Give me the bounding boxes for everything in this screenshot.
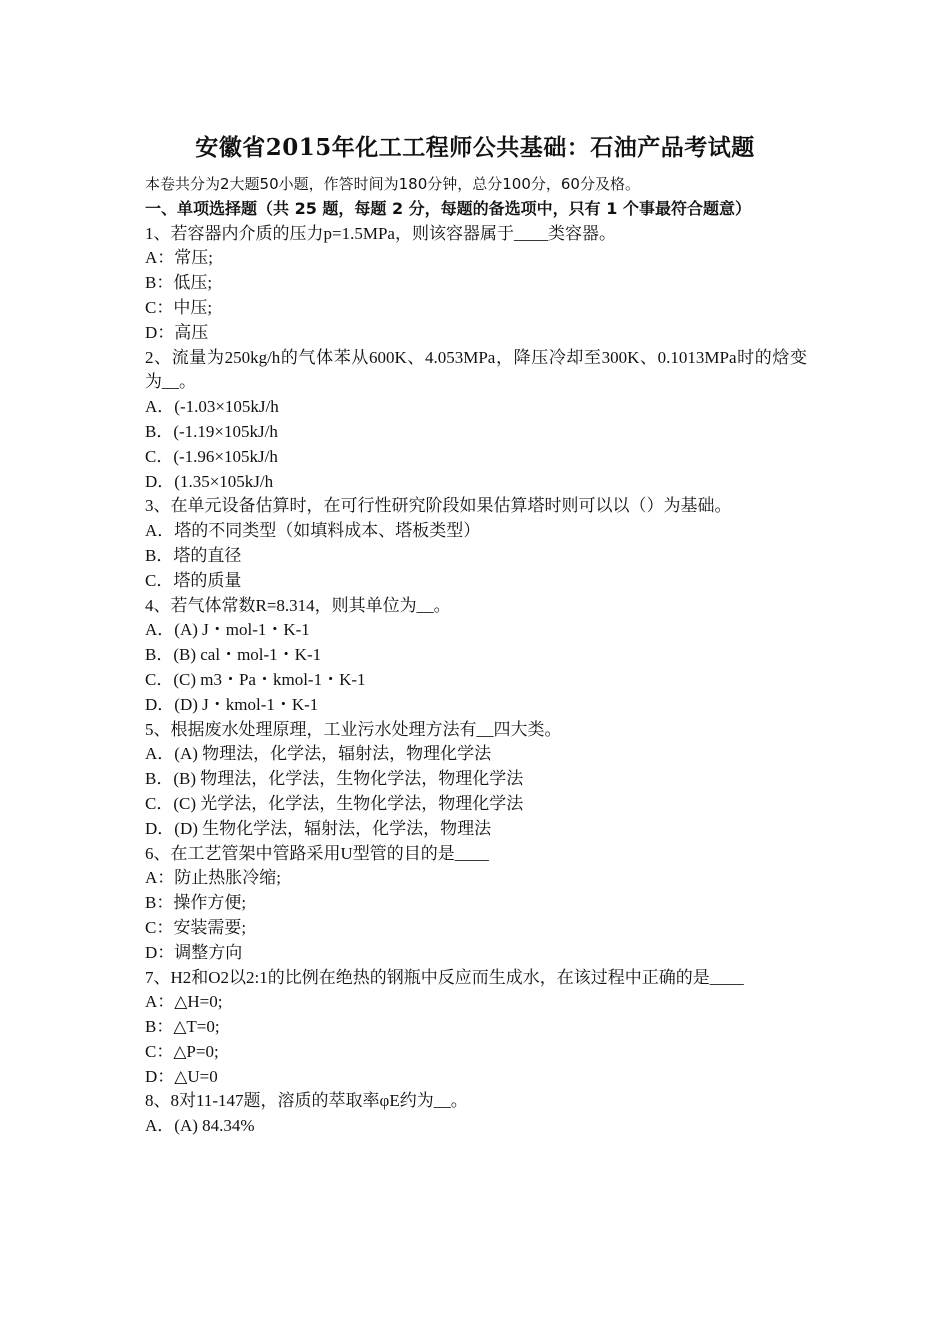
- question-block: [145, 718, 807, 842]
- question-text: 5、根据废水处理原理，工业污水处理方法有__四大类。: [145, 719, 562, 739]
- answer-option: D：调整方向: [145, 942, 243, 962]
- answer-option: B．(-1.19×105kJ/h: [145, 421, 278, 441]
- answer-option: A．塔的不同类型（如填料成本、塔板类型）: [145, 521, 481, 541]
- answer-option: D．(D) J・kmol-1・K-1: [145, 694, 319, 714]
- question-text: 2、流量为250kg/h的气体苯从600K、4.053MPa，降压冷却至300K、0.1013MPa时的焓变为__。: [145, 347, 807, 392]
- answer-option: B：操作方便;: [145, 893, 247, 913]
- answer-option: C：安装需要;: [145, 917, 247, 937]
- answer-option: D．(1.35×105kJ/h: [145, 471, 274, 491]
- question-text: 1、若容器内介质的压力p=1.5MPa，则该容器属于____类容器。: [145, 223, 616, 243]
- answer-option: B．塔的直径: [145, 545, 242, 565]
- answer-option: A．(A) 物理法，化学法，辐射法，物理化学法: [145, 744, 492, 764]
- answer-option: D：△U=0: [145, 1066, 218, 1086]
- question-text: 4、若气体常数R=8.314，则其单位为__。: [145, 595, 451, 615]
- question-block: [145, 966, 807, 1090]
- answer-option: B．(B) cal・mol-1・K-1: [145, 645, 322, 665]
- answer-option: C：△P=0;: [145, 1041, 219, 1061]
- answer-option: C：中压;: [145, 297, 213, 317]
- answer-option: C．(-1.96×105kJ/h: [145, 446, 278, 466]
- answer-option: D：高压: [145, 322, 209, 342]
- question-block: [145, 346, 807, 495]
- question-text: 3、在单元设备估算时，在可行性研究阶段如果估算塔时则可以以（）为基础。: [145, 496, 732, 516]
- answer-option: C．(C) 光学法，化学法，生物化学法，物理化学法: [145, 793, 524, 813]
- answer-option: B．(B) 物理法，化学法，生物化学法，物理化学法: [145, 769, 524, 789]
- answer-option: B：△T=0;: [145, 1017, 220, 1037]
- question-block: [145, 594, 807, 718]
- question-text: 6、在工艺管架中管路采用U型管的目的是____: [145, 843, 489, 863]
- question-block: [145, 494, 807, 593]
- answer-option: A：△H=0;: [145, 992, 223, 1012]
- document-title: 安徽省2015年化工工程师公共基础：石油产品考试题: [195, 134, 755, 162]
- answer-option: A：常压;: [145, 248, 213, 268]
- answer-option: A．(A) 84.34%: [145, 1116, 255, 1136]
- answer-option: B：低压;: [145, 273, 213, 293]
- section-heading: 一、单项选择题（共 25 题，每题 2 分，每题的备选项中，只有 1 个事最符合题意）: [145, 198, 751, 218]
- exam-intro: 本卷共分为2大题50小题，作答时间为180分钟，总分100分，60分及格。: [145, 175, 640, 193]
- answer-option: A．(A) J・mol-1・K-1: [145, 620, 310, 640]
- question-block: [145, 222, 807, 346]
- question-text: 8、8对11-147题，溶质的萃取率φE约为__。: [145, 1091, 468, 1111]
- answer-option: A：防止热胀冷缩;: [145, 868, 281, 888]
- document-body: [145, 172, 807, 1139]
- answer-option: C．(C) m3・Pa・kmol-1・K-1: [145, 669, 366, 689]
- question-block: [145, 842, 807, 966]
- answer-option: D．(D) 生物化学法，辐射法，化学法，物理法: [145, 818, 492, 838]
- question-block: [145, 1089, 807, 1139]
- question-text: 7、H2和O2以2:1的比例在绝热的钢瓶中反应而生成水，在该过程中正确的是____: [145, 967, 744, 987]
- answer-option: C．塔的质量: [145, 570, 242, 590]
- answer-option: A．(-1.03×105kJ/h: [145, 397, 279, 417]
